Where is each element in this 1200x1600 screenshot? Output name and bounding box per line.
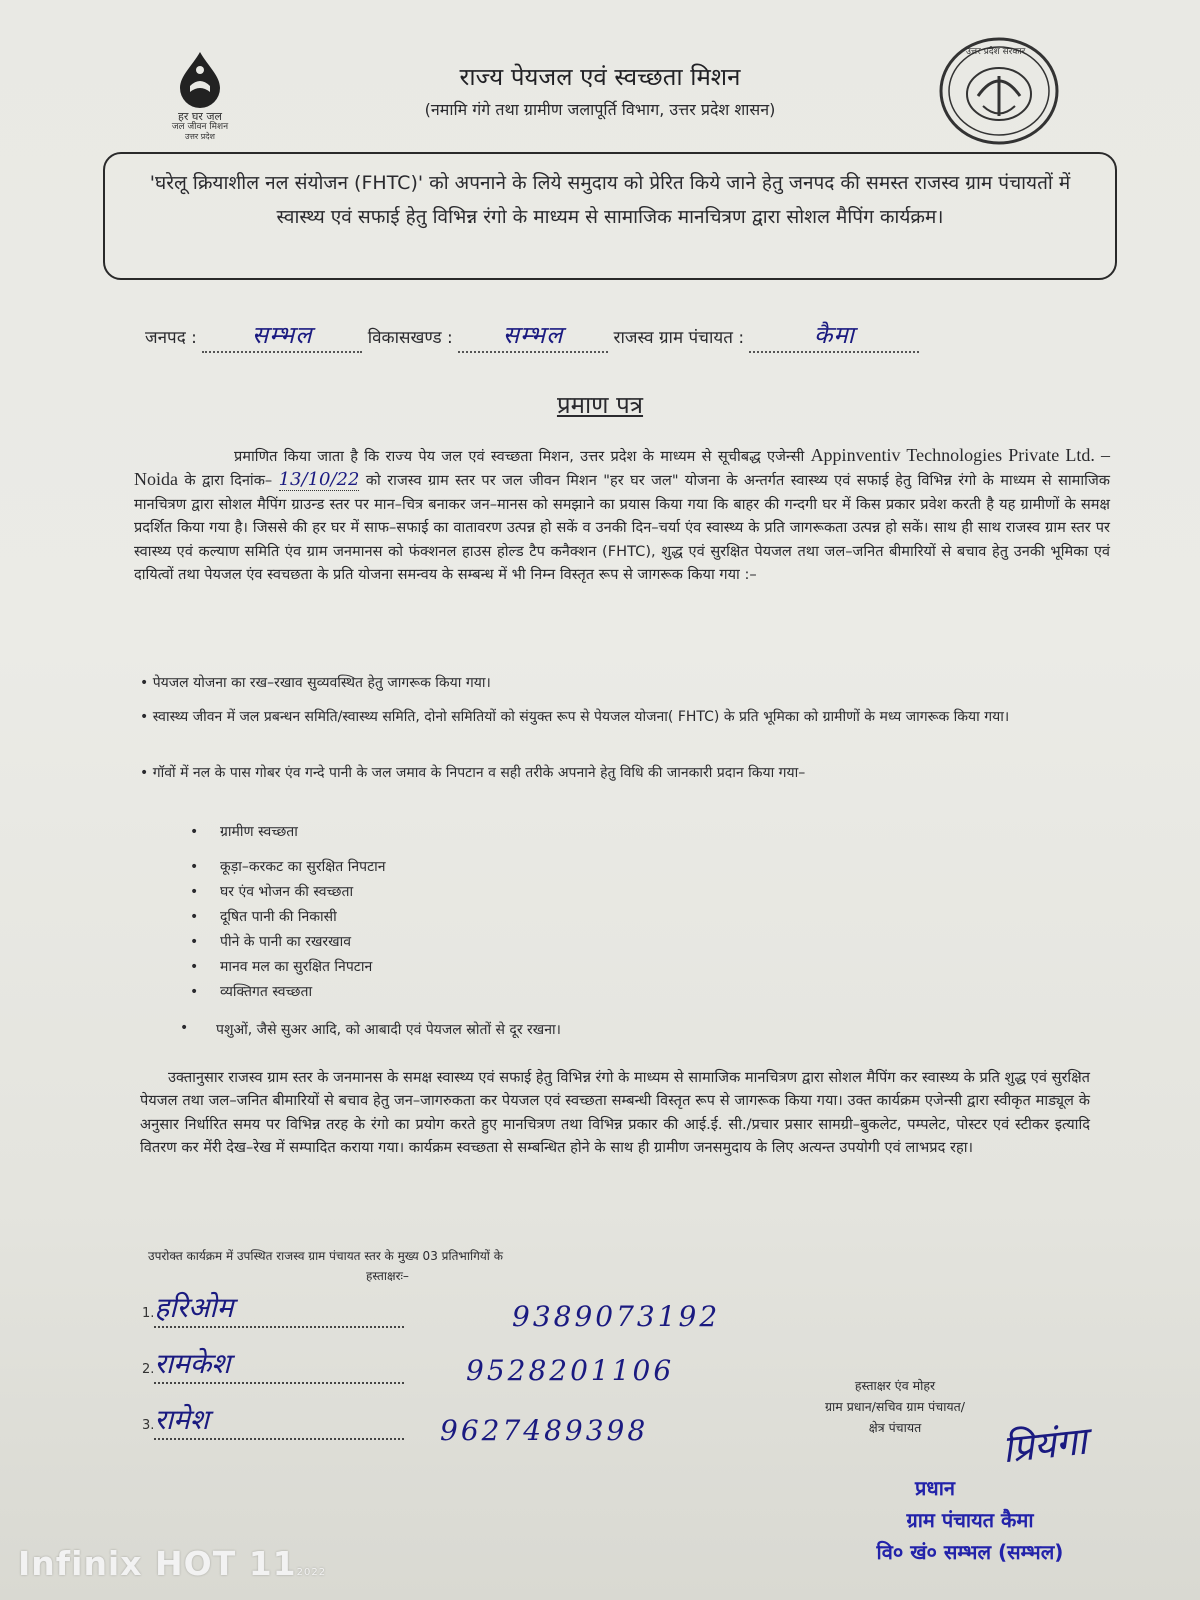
- participant-signature-3: 3.रामेश: [142, 1400, 404, 1440]
- program-title-text: 'घरेलू क्रियाशील नल संयोजन (FHTC)' को अपनाने के लिये समुदाय को प्रेरित किये जाने हेतु जनपद की समस्त राजस्व ग्राम पंचायतों में स्वास्थ्य एवं सफाई हेतु विभिन्न रंगो के माध्यम से सामाजिक मानचित्रण द्वारा सोशल मैपिंग कार्यक्रम।: [149, 172, 1071, 228]
- bullet-item-3: • गॉवों में नल के पास गोबर एंव गन्दे पानी के जल जमाव के निपटान व सही तरीके अपनाने हेतु विधि की जानकारी प्रदान किया गया–: [140, 765, 806, 781]
- participant-phone-1: 9389073192: [512, 1300, 721, 1333]
- program-date: 13/10/22: [278, 469, 360, 491]
- janpad-label: जनपद :: [145, 328, 197, 348]
- signature-intro: उपरोक्त कार्यक्रम में उपस्थित राजस्व ग्राम पंचायत स्तर के मुख्य 03 प्रतिभागियों के हस्ताक्षरः–: [148, 1249, 503, 1283]
- pradhan-stamp: प्रधान ग्राम पंचायत कैमा वि० खं० सम्भल (सम्भल): [876, 1476, 1064, 1564]
- bullet-item-2: • स्वास्थ्य जीवन में जल प्रबन्धन समिति/स्वास्थ्य समिति, दोनो समितियों को संयुक्त रूप से पेयजल योजना( FHTC) के प्रति भूमिका को ग्रामीणों के मध्य जागरूक किया गया।: [140, 709, 1010, 725]
- list-item: • कूड़ा–करकट का सुरक्षित निपटान: [190, 859, 386, 875]
- certificate-paragraph-2: [140, 1066, 1090, 1160]
- participant-phone-3: 9627489398: [440, 1414, 649, 1447]
- list-item: • मानव मल का सुरक्षित निपटान: [190, 959, 373, 975]
- agency-name: Appinventiv Technologies Private Ltd. – Noida: [134, 445, 1110, 490]
- camera-watermark: Infinix HOT 112022: [18, 1544, 327, 1583]
- hygiene-topics-list: [190, 820, 386, 1005]
- participant-signature-2: 2.रामकेश: [142, 1344, 404, 1384]
- logo-line-1: हर घर जल: [178, 110, 222, 123]
- list-item: • दूषित पानी की निकासी: [190, 909, 337, 925]
- logo-line-2: जल जीवन मिशन: [171, 122, 229, 132]
- list-item: • घर एंव भोजन की स्वच्छता: [190, 884, 354, 900]
- page-title: राज्य पेयजल एवं स्वच्छता मिशन: [459, 63, 741, 91]
- last-list-item: • पशुओं, जैसे सुअर आदि, को आबादी एवं पेयजल स्रोतों से दूर रखना।: [180, 1020, 561, 1038]
- para1-part3: को राजस्व ग्राम स्तर पर जल जीवन मिशन "हर घर जल" योजना के अन्तर्गत स्वास्थ्य एवं सफाई हेतु विभिन्न रंगो के माध्यम से सामाजिक मानचित्रण द्वारा सोशल मैपिंग ग्राउन्ड स्तर पर मान–चित्र बनाकर जन–मानस को समझाने का प्रयास किया गया कि बाहर की गन्दगी घर में किस प्रकार प्रवेश करती है यह ग्रामीणों के समक्ष प्रदर्शित किया गया है। जिससे की हर घर में साफ–सफाई का वातावरण उत्पन्न हो सकें व उनकी दिन–चर्या एंव स्वास्थ्य के प्रति जागरूकता उत्पन्न हो सकें। साथ ही साथ राजस्व ग्राम स्तर पर स्वास्थ्य एवं कल्याण समिति एंव ग्राम जनमानस को फंक्शनल हाउस होल्ड टैप कनैक्शन (FHTC), शुद्ध एवं सुरक्षित पेयजल तथा जल–जनित बीमारियों से बचाव हेतु उनकी भूमिका एवं दायित्वों तथा पेयजल एंव स्वचछता के प्रति योजना समन्वय के सम्बन्ध में भी निम्न विस्तृत रूप से जागरूक किया गया :–: [134, 472, 1110, 584]
- page-subtitle: (नमामि गंगे तथा ग्रामीण जलापूर्ति विभाग, उत्तर प्रदेश शासन): [424, 100, 776, 119]
- panchayat-label: राजस्व ग्राम पंचायत :: [613, 328, 745, 348]
- certificate-paragraph-1: [134, 444, 1110, 586]
- list-item: • पीने के पानी का रखरखाव: [190, 934, 352, 950]
- janpad-value: सम्भल: [251, 321, 313, 349]
- up-government-seal: [938, 36, 1060, 146]
- certificate-heading: प्रमाण पत्र: [556, 391, 644, 419]
- bullet-item-1: • पेयजल योजना का रख–रखाव सुव्यवस्थित हेतु जागरूक किया गया।: [140, 675, 491, 691]
- seal-text: उत्तर प्रदेश सरकार: [966, 47, 1026, 57]
- location-fields: [145, 318, 919, 353]
- para1-part2: के द्वारा दिनांक–: [184, 472, 273, 490]
- program-title-box: [103, 152, 1117, 280]
- vikaskhand-label: विकासखण्ड :: [367, 328, 453, 348]
- para2-text: उक्तानुसार राजस्व ग्राम स्तर के जनमानस के समक्ष स्वास्थ्य एवं सफाई हेतु विभिन्न रंगो के माध्यम से सामाजिक मानचित्रण द्वारा सोशल मैपिंग कर स्वास्थ्य के प्रति शुद्ध एवं सुरक्षित पेयजल तथा जल–जनित बीमारियों से बचाव हेतु जन–जागरुकता कर पेयजल एवं स्वच्छता सम्बन्धी विस्तृत रूप से जागरूक किया गया। उक्त कार्यक्रम एजेन्सी द्वारा स्वीकृत माड्यूल के अनुसार निर्धारित समय पर विभिन्न तरह के रंगो का प्रयोग करते हुए मानचित्रण तथा विभिन्न प्रकार की आई.ई. सी./प्रचार प्रसार सामग्री–बुकलेट, पम्पलेट, पोस्टर एवं स्टीकर इत्यादि वितरण कर मेंरी देख–रेख में सम्पादित कराया गया। कार्यक्रम स्वच्छता से सम्बन्धित होने के साथ ही ग्रामीण जनसमुदाय के लिए अत्यन्त उपयोगी एवं लाभप्रद रहा।: [140, 1069, 1090, 1157]
- list-item: • ग्रामीण स्वच्छता: [190, 824, 298, 840]
- list-item: • व्यक्तिगत स्वच्छता: [190, 984, 313, 1000]
- para1-part1: प्रमाणित किया जाता है कि राज्य पेय जल एवं स्वच्छता मिशन, उत्तर प्रदेश के माध्यम से सूचीबद्ध एजेन्सी: [234, 448, 805, 465]
- pradhan-signature: प्रियंगा: [1000, 1418, 1089, 1472]
- vikaskhand-value: सम्भल: [502, 321, 564, 349]
- participant-signature-1: 1.हरिओम: [142, 1288, 404, 1328]
- participant-phone-2: 9528201106: [466, 1354, 675, 1387]
- signature-seal-caption: हस्ताक्षर एंव मोहर ग्राम प्रधान/सचिव ग्राम पंचायत/ क्षेत्र पंचायत: [824, 1378, 966, 1435]
- logo-line-3: उत्तर प्रदेश: [185, 132, 215, 141]
- panchayat-value: कैमा: [813, 321, 855, 349]
